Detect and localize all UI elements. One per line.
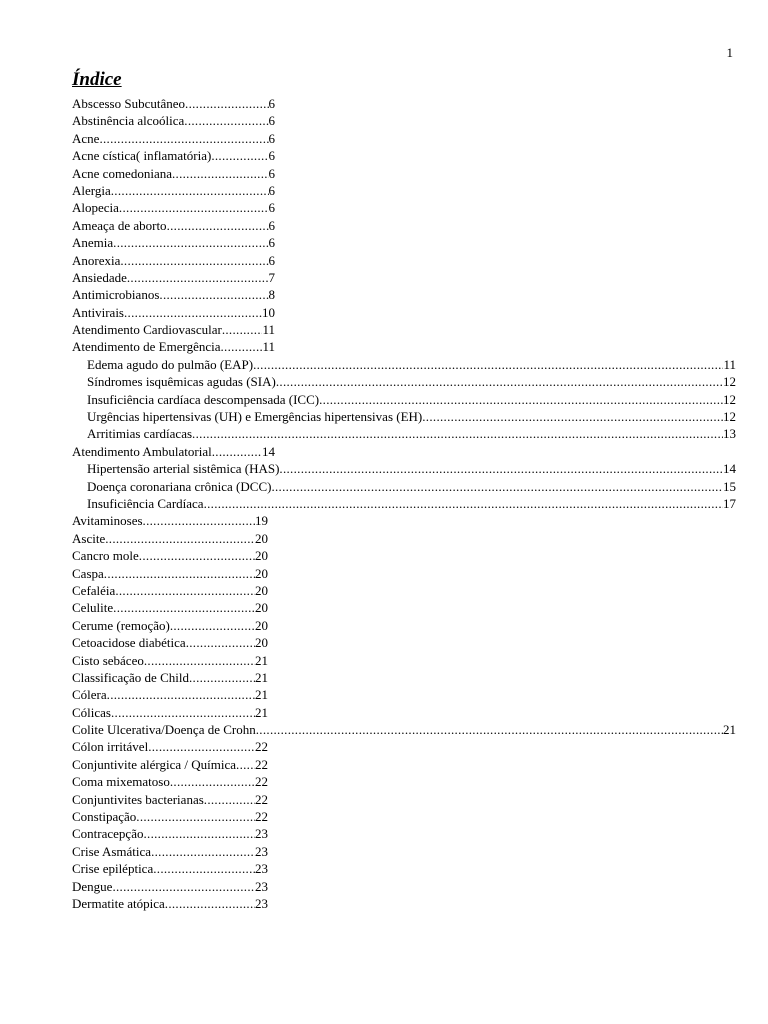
- toc-entry-label: Anorexia: [72, 252, 121, 268]
- toc-entry[interactable]: [72, 704, 268, 721]
- toc-entry[interactable]: [72, 808, 268, 825]
- toc-entry-page: 10: [262, 304, 275, 320]
- toc-entry-page: 21: [255, 652, 268, 668]
- toc-entry-label: Insuficiência cardíaca descompensada (ICC): [87, 391, 320, 407]
- toc-leader-dots: [256, 721, 723, 738]
- toc-leader-dots: [104, 565, 255, 582]
- toc-entry-label: Crise Asmática: [72, 843, 152, 859]
- toc-entry-label: Hipertensão arterial sistêmica (HAS): [87, 461, 280, 477]
- toc-entry-label: Cisto sebáceo: [72, 652, 144, 668]
- toc-entry[interactable]: [72, 878, 268, 895]
- toc-entry[interactable]: [72, 147, 275, 164]
- toc-entry-page: 11: [262, 339, 275, 355]
- toc-entry[interactable]: [72, 582, 268, 599]
- toc-leader-dots: [167, 217, 269, 234]
- toc-leader-dots: [115, 582, 255, 599]
- toc-leader-dots: [105, 530, 255, 547]
- toc-entry-page: 22: [255, 809, 268, 825]
- toc-leader-dots: [148, 738, 255, 755]
- toc-entry-label: Abstinência alcoólica: [72, 113, 185, 129]
- toc-leader-dots: [186, 634, 255, 651]
- toc-leader-dots: [107, 686, 255, 703]
- toc-entry[interactable]: [72, 495, 736, 512]
- toc-entry[interactable]: [72, 547, 268, 564]
- toc-entry[interactable]: [72, 234, 275, 251]
- toc-entry[interactable]: [72, 686, 268, 703]
- toc-leader-dots: [222, 321, 263, 338]
- toc-entry-label: Antivirais: [72, 304, 124, 320]
- toc-entry[interactable]: [72, 512, 268, 529]
- toc-entry-page: 6: [268, 200, 275, 216]
- toc-entry-page: 12: [723, 374, 736, 390]
- toc-entry[interactable]: [72, 565, 268, 582]
- toc-entry[interactable]: [72, 252, 275, 269]
- toc-entry-label: Coma mixematoso: [72, 774, 170, 790]
- toc-leader-dots: [236, 756, 255, 773]
- toc-leader-dots: [144, 652, 255, 669]
- toc-entry[interactable]: [72, 391, 736, 408]
- toc-entry[interactable]: [72, 425, 736, 442]
- toc-leader-dots: [192, 425, 723, 442]
- toc-entry-page: 8: [268, 287, 275, 303]
- toc-leader-dots: [124, 304, 262, 321]
- toc-entry[interactable]: [72, 843, 268, 860]
- toc-leader-dots: [184, 112, 268, 129]
- toc-entry[interactable]: [72, 895, 268, 912]
- toc-entry-label: Insuficiência Cardíaca: [87, 495, 204, 511]
- table-of-contents: [72, 95, 736, 912]
- toc-entry-label: Cólicas: [72, 704, 111, 720]
- toc-entry-label: Acne cística( inflamatória): [72, 148, 212, 164]
- toc-entry-label: Atendimento Cardiovascular: [72, 322, 222, 338]
- toc-entry-page: 6: [268, 252, 275, 268]
- toc-entry-label: Acne: [72, 130, 100, 146]
- toc-entry-page: 13: [723, 426, 736, 442]
- page-number: 1: [726, 45, 733, 60]
- toc-leader-dots: [170, 617, 255, 634]
- toc-leader-dots: [185, 95, 268, 112]
- toc-entry-label: Alergia: [72, 182, 111, 198]
- toc-entry-page: 22: [255, 774, 268, 790]
- toc-entry[interactable]: [72, 721, 736, 738]
- toc-entry-label: Arritimias cardíacas: [87, 426, 193, 442]
- toc-entry-label: Cerume (remoção): [72, 617, 170, 633]
- toc-entry-page: 12: [723, 409, 736, 425]
- toc-leader-dots: [112, 878, 255, 895]
- toc-entry-page: 23: [255, 861, 268, 877]
- toc-entry-page: 23: [255, 826, 268, 842]
- toc-entry-page: 22: [255, 756, 268, 772]
- toc-entry-page: 20: [255, 600, 268, 616]
- toc-entry-label: Edema agudo do pulmão (EAP): [87, 356, 254, 372]
- toc-leader-dots: [189, 669, 255, 686]
- toc-entry[interactable]: [72, 617, 268, 634]
- toc-entry-label: Antimicrobianos: [72, 287, 160, 303]
- toc-leader-dots: [127, 269, 269, 286]
- toc-entry[interactable]: [72, 825, 268, 842]
- toc-entry-label: Caspa: [72, 565, 104, 581]
- toc-entry[interactable]: [72, 860, 268, 877]
- toc-entry-page: 20: [255, 635, 268, 651]
- toc-entry-page: 20: [255, 582, 268, 598]
- toc-entry[interactable]: [72, 530, 268, 547]
- toc-entry-label: Celulite: [72, 600, 114, 616]
- toc-entry-page: 14: [262, 443, 275, 459]
- toc-entry-label: Colite Ulcerativa/Doença de Crohn: [72, 722, 256, 738]
- toc-leader-dots: [220, 338, 262, 355]
- toc-entry-page: 20: [255, 530, 268, 546]
- toc-entry-page: 14: [723, 461, 736, 477]
- toc-leader-dots: [319, 391, 723, 408]
- toc-entry[interactable]: [72, 321, 275, 338]
- toc-entry[interactable]: [72, 130, 275, 147]
- toc-leader-dots: [113, 599, 255, 616]
- toc-leader-dots: [120, 252, 268, 269]
- toc-entry[interactable]: [72, 408, 736, 425]
- toc-entry[interactable]: [72, 286, 275, 303]
- toc-leader-dots: [253, 356, 723, 373]
- toc-entry[interactable]: [72, 217, 275, 234]
- toc-leader-dots: [143, 512, 255, 529]
- toc-leader-dots: [170, 773, 255, 790]
- toc-entry[interactable]: [72, 165, 275, 182]
- toc-leader-dots: [172, 165, 269, 182]
- toc-entry[interactable]: [72, 338, 275, 355]
- toc-entry-page: 22: [255, 791, 268, 807]
- toc-entry-page: 22: [255, 739, 268, 755]
- toc-entry-page: 21: [255, 669, 268, 685]
- toc-entry[interactable]: [72, 791, 268, 808]
- toc-leader-dots: [153, 860, 255, 877]
- toc-entry-page: 15: [723, 478, 736, 494]
- toc-leader-dots: [119, 199, 269, 216]
- toc-entry-label: Dengue: [72, 878, 113, 894]
- toc-entry[interactable]: [72, 756, 268, 773]
- toc-entry-label: Síndromes isquêmicas agudas (SIA): [87, 374, 276, 390]
- toc-leader-dots: [113, 234, 268, 251]
- toc-entry[interactable]: [72, 599, 268, 616]
- toc-entry-page: 6: [268, 148, 275, 164]
- toc-leader-dots: [111, 182, 269, 199]
- toc-entry-label: Abscesso Subcutâneo: [72, 96, 186, 111]
- toc-leader-dots: [271, 478, 723, 495]
- toc-entry[interactable]: [72, 738, 268, 755]
- toc-entry-label: Constipação: [72, 809, 137, 825]
- toc-entry-page: 6: [268, 96, 275, 111]
- toc-leader-dots: [212, 443, 262, 460]
- toc-entry-label: Acne comedoniana: [72, 165, 172, 181]
- toc-entry-page: 20: [255, 617, 268, 633]
- toc-entry-page: 23: [255, 878, 268, 894]
- toc-leader-dots: [211, 147, 268, 164]
- toc-entry-page: 23: [255, 895, 268, 911]
- toc-entry-page: 11: [723, 356, 736, 372]
- toc-entry-label: Avitaminoses: [72, 513, 143, 529]
- toc-entry-label: Contracepção: [72, 826, 144, 842]
- toc-leader-dots: [111, 704, 255, 721]
- toc-entry-page: 17: [723, 495, 736, 511]
- toc-entry-label: Cefaléia: [72, 582, 116, 598]
- toc-leader-dots: [204, 791, 255, 808]
- toc-entry-page: 21: [255, 704, 268, 720]
- toc-entry-label: Ansiedade: [72, 269, 127, 285]
- toc-entry-label: Anemia: [72, 235, 114, 251]
- toc-entry[interactable]: [72, 478, 736, 495]
- toc-entry[interactable]: [72, 669, 268, 686]
- toc-leader-dots: [99, 130, 268, 147]
- toc-entry[interactable]: [72, 95, 275, 112]
- toc-leader-dots: [159, 286, 268, 303]
- toc-entry-page: 6: [268, 182, 275, 198]
- toc-entry-page: 6: [268, 217, 275, 233]
- toc-entry-page: 12: [723, 391, 736, 407]
- page-title: Índice: [72, 69, 122, 90]
- toc-entry[interactable]: [72, 443, 275, 460]
- toc-entry-label: Atendimento de Emergência: [72, 339, 221, 355]
- toc-entry-label: Ameaça de aborto: [72, 217, 167, 233]
- toc-entry[interactable]: [72, 773, 268, 790]
- toc-entry-label: Cetoacidose diabética: [72, 635, 186, 651]
- toc-entry-page: 11: [262, 322, 275, 338]
- toc-entry-page: 6: [268, 165, 275, 181]
- toc-entry[interactable]: [72, 199, 275, 216]
- toc-leader-dots: [422, 408, 723, 425]
- toc-leader-dots: [151, 843, 255, 860]
- toc-entry-page: 21: [255, 687, 268, 703]
- toc-entry[interactable]: [72, 269, 275, 286]
- toc-entry-page: 6: [268, 235, 275, 251]
- toc-entry-page: 21: [723, 722, 736, 738]
- toc-entry[interactable]: [72, 460, 736, 477]
- toc-leader-dots: [279, 460, 723, 477]
- toc-entry-label: Urgências hipertensivas (UH) e Emergências hipertensivas (EH): [87, 409, 423, 425]
- toc-leader-dots: [276, 373, 723, 390]
- toc-entry-label: Dermatite atópica: [72, 895, 165, 911]
- toc-entry-page: 7: [268, 269, 275, 285]
- toc-leader-dots: [204, 495, 723, 512]
- toc-entry-label: Cólon irritável: [72, 739, 149, 755]
- toc-entry-page: 6: [268, 113, 275, 129]
- toc-entry[interactable]: [72, 112, 275, 129]
- toc-entry-label: Ascite: [72, 530, 106, 546]
- toc-entry-page: 23: [255, 843, 268, 859]
- toc-entry-label: Cancro mole: [72, 548, 139, 564]
- toc-entry-label: Cólera: [72, 687, 107, 703]
- toc-entry[interactable]: [72, 634, 268, 651]
- toc-leader-dots: [139, 547, 255, 564]
- toc-leader-dots: [143, 825, 255, 842]
- toc-entry-label: Alopecia: [72, 200, 119, 216]
- toc-entry[interactable]: [72, 652, 268, 669]
- toc-entry-label: Doença coronariana crônica (DCC): [87, 478, 272, 494]
- toc-entry[interactable]: [72, 182, 275, 199]
- toc-leader-dots: [136, 808, 255, 825]
- toc-entry-label: Classificação de Child: [72, 669, 189, 685]
- toc-entry-page: 20: [255, 565, 268, 581]
- toc-entry-label: Crise epiléptica: [72, 861, 154, 877]
- toc-entry-label: Atendimento Ambulatorial: [72, 443, 212, 459]
- toc-entry-page: 20: [255, 548, 268, 564]
- toc-entry[interactable]: [72, 356, 736, 373]
- toc-leader-dots: [165, 895, 255, 912]
- toc-entry-page: 19: [255, 513, 268, 529]
- toc-entry-label: Conjuntivites bacterianas: [72, 791, 204, 807]
- toc-entry[interactable]: [72, 304, 275, 321]
- toc-entry-page: 6: [268, 130, 275, 146]
- toc-entry[interactable]: [72, 373, 736, 390]
- toc-entry-label: Conjuntivite alérgica / Química: [72, 756, 237, 772]
